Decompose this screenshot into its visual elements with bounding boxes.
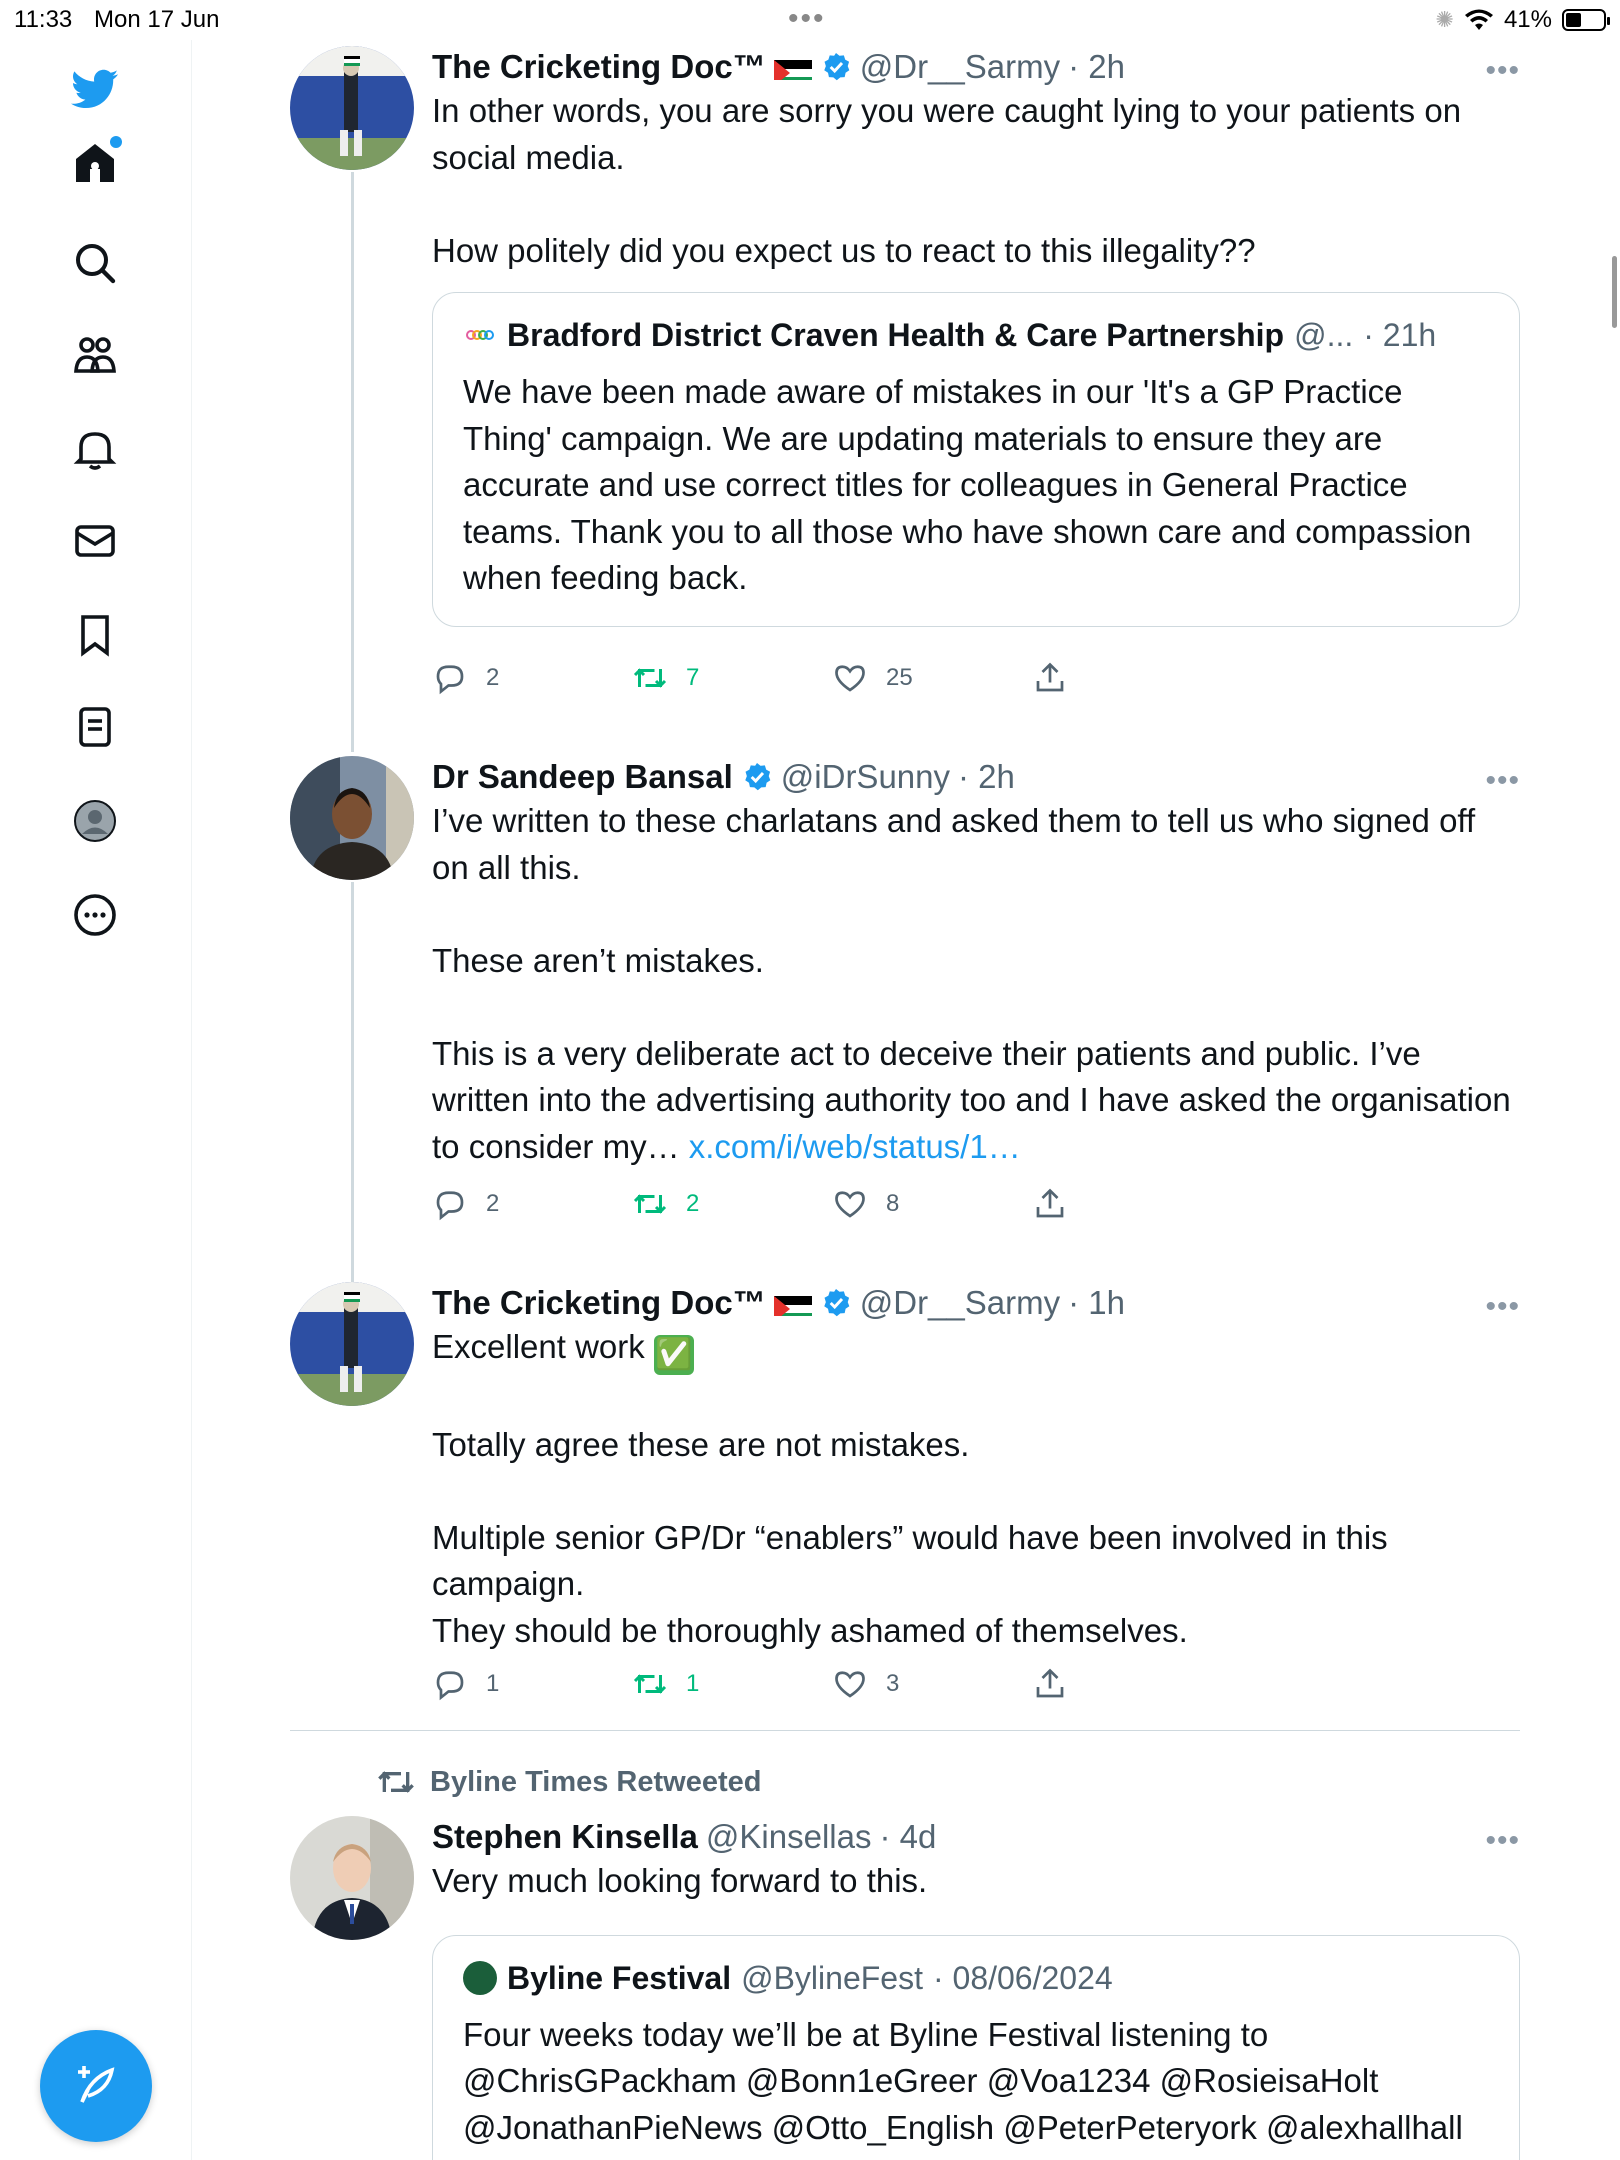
byline-festival-logo-icon <box>463 1961 497 1995</box>
date: Mon 17 Jun <box>94 6 220 33</box>
share-button[interactable] <box>1032 1666 1068 1702</box>
tweet-text-body: I’ve written to these charlatans and asked them to tell us who signed off on all this. These aren’t mistakes. This is a very deliberate act to deceive their patients and public. I’ve written into the advertising authority too and I have asked the organisation to consider my… <box>432 802 1511 1165</box>
heart-icon <box>832 660 868 696</box>
retweet-small-icon <box>376 1762 416 1802</box>
compose-tweet-button[interactable] <box>40 2030 152 2142</box>
more-options-icon[interactable]: ••• <box>1485 54 1520 87</box>
reply-button[interactable] <box>432 1666 499 1702</box>
tweet-text: In other words, you are sorry you were caught lying to your patients on social media. How politely did you expect us to react to this illegality?? <box>432 92 1462 269</box>
heart-icon <box>832 1186 868 1222</box>
home-icon[interactable] <box>66 134 124 192</box>
avatar[interactable] <box>290 46 414 170</box>
scrollbar[interactable] <box>1612 256 1617 328</box>
share-button[interactable] <box>1032 660 1068 696</box>
notifications-bell-icon[interactable] <box>66 420 124 478</box>
verified-badge-icon <box>820 51 852 83</box>
tweet-text-body: Totally agree these are not mistakes. Multiple senior GP/Dr “enablers” would have been involved in this campaign. They should be thoroughly ashamed of themselves. <box>432 1425 1388 1649</box>
partnership-logo-icon <box>463 318 497 352</box>
clock: 11:33 <box>14 6 73 33</box>
avatar[interactable] <box>290 1282 414 1406</box>
quote-text: We have been made aware of mistakes in our 'It's a GP Practice Thing' campaign. We are updating materials to ensure they are accurate and use correct titles for colleagues in General Practice teams. Thank you to all those who have shown care and compassion when feeding back. <box>463 373 1472 596</box>
display-name[interactable]: Dr Sandeep Bansal <box>432 758 733 795</box>
quote-text: Four weeks today we’ll be at Byline Festival listening to @ChrisGPackham @Bonn1eGreer @Voa1234 @RosieisaHolt @JonathanPieNews @Otto_English @PeterPeteryork @alexhallhall <box>463 2015 1463 2146</box>
quote-handle[interactable]: @BylineFest <box>741 1959 923 1996</box>
reply-icon <box>432 660 468 696</box>
bookmarks-icon[interactable] <box>66 606 124 664</box>
quote-timestamp[interactable]: · 08/06/2024 <box>932 1959 1113 1996</box>
like-count: 8 <box>886 1190 900 1217</box>
notification-dot <box>110 136 122 148</box>
verified-badge-icon <box>741 761 773 793</box>
more-circle-icon[interactable] <box>66 886 124 944</box>
lists-icon[interactable] <box>66 698 124 756</box>
tweet-text <box>432 1324 1520 1654</box>
avatar[interactable] <box>290 756 414 880</box>
multitasking-dots-icon[interactable]: ••• <box>788 2 826 35</box>
retweet-button[interactable] <box>632 1666 699 1702</box>
avatar[interactable] <box>290 1816 414 1940</box>
loading-spinner-icon: ✺ <box>1435 7 1454 32</box>
more-options-icon[interactable]: ••• <box>1485 1290 1520 1323</box>
tweet-actions <box>432 1186 1132 1226</box>
retweet-icon <box>632 1186 668 1222</box>
quoted-tweet[interactable] <box>432 1935 1520 2160</box>
tweet-text <box>432 798 1520 1170</box>
verified-badge-icon <box>820 1287 852 1319</box>
messages-envelope-icon[interactable] <box>66 512 124 570</box>
display-name[interactable]: Stephen Kinsella <box>432 1818 698 1855</box>
quote-handle[interactable]: @... <box>1294 317 1354 353</box>
timestamp[interactable]: · 1h <box>1068 1284 1125 1321</box>
heart-icon <box>832 1666 868 1702</box>
reply-button[interactable] <box>432 660 499 696</box>
retweet-icon <box>632 1666 668 1702</box>
quote-display-name[interactable]: Bradford District Craven Health & Care Partnership <box>507 317 1285 353</box>
share-icon <box>1032 1666 1068 1702</box>
tweet-text: Very much looking forward to this. <box>432 1862 928 1899</box>
handle[interactable]: @Dr__Sarmy <box>859 48 1061 85</box>
like-count: 3 <box>886 1670 900 1697</box>
share-icon <box>1032 1186 1068 1222</box>
tweet-actions <box>432 1666 1132 1706</box>
reply-button[interactable] <box>432 1186 499 1222</box>
thread-connector <box>351 172 354 752</box>
compose-feather-icon <box>72 2062 120 2110</box>
battery-fill <box>1566 13 1581 27</box>
reply-count: 2 <box>486 664 500 691</box>
handle[interactable]: @Dr__Sarmy <box>859 1284 1061 1321</box>
communities-icon[interactable] <box>66 326 124 384</box>
palestine-flag-icon <box>774 54 812 80</box>
reply-icon <box>432 1666 468 1702</box>
retweeted-by-label[interactable] <box>376 1762 761 1802</box>
display-name[interactable]: The Cricketing Doc™ <box>432 1284 766 1321</box>
more-options-icon[interactable]: ••• <box>1485 764 1520 797</box>
timestamp[interactable]: · 4d <box>879 1818 937 1855</box>
share-button[interactable] <box>1032 1186 1068 1222</box>
timeline <box>192 40 1520 2160</box>
more-options-icon[interactable]: ••• <box>1485 1824 1520 1857</box>
tweet-text-first: Excellent work <box>432 1328 654 1365</box>
reply-count: 1 <box>486 1670 500 1697</box>
profile-avatar-icon[interactable] <box>66 792 124 850</box>
handle[interactable]: @Kinsellas <box>705 1818 872 1855</box>
retweet-count: 7 <box>686 664 700 691</box>
quoted-tweet[interactable] <box>432 292 1520 627</box>
reply-count: 2 <box>486 1190 500 1217</box>
quote-timestamp[interactable]: · 21h <box>1363 317 1437 353</box>
retweet-button[interactable] <box>632 1186 699 1222</box>
retweeted-by-text: Byline Times Retweeted <box>430 1765 762 1798</box>
like-button[interactable] <box>832 660 913 696</box>
sidebar <box>0 40 192 2160</box>
retweet-count: 2 <box>686 1190 700 1217</box>
like-count: 25 <box>886 664 913 691</box>
display-name[interactable]: The Cricketing Doc™ <box>432 48 766 85</box>
timestamp[interactable]: · 2h <box>958 758 1015 795</box>
battery-icon <box>1562 9 1606 31</box>
twitter-logo-icon[interactable] <box>66 60 124 118</box>
timestamp[interactable]: · 2h <box>1068 48 1125 85</box>
tweet-actions <box>432 660 1132 700</box>
search-icon[interactable] <box>66 234 124 292</box>
battery-percent: 41% <box>1503 6 1552 33</box>
retweet-button[interactable] <box>632 660 699 696</box>
retweet-icon <box>632 660 668 696</box>
thread-connector <box>351 882 354 1282</box>
share-icon <box>1032 660 1068 696</box>
tweet-link[interactable]: x.com/i/web/status/1… <box>688 1127 1021 1165</box>
quote-display-name[interactable]: Byline Festival <box>507 1959 732 1996</box>
wifi-icon <box>1464 8 1494 32</box>
like-button[interactable] <box>832 1666 899 1702</box>
handle[interactable]: @iDrSunny <box>780 758 951 795</box>
divider <box>290 1730 1520 1731</box>
status-bar <box>0 0 1620 40</box>
retweet-count: 1 <box>686 1670 700 1697</box>
palestine-flag-icon <box>774 1290 812 1316</box>
reply-icon <box>432 1186 468 1222</box>
check-mark-emoji-icon: ✅ <box>654 1335 694 1375</box>
like-button[interactable] <box>832 1186 899 1222</box>
